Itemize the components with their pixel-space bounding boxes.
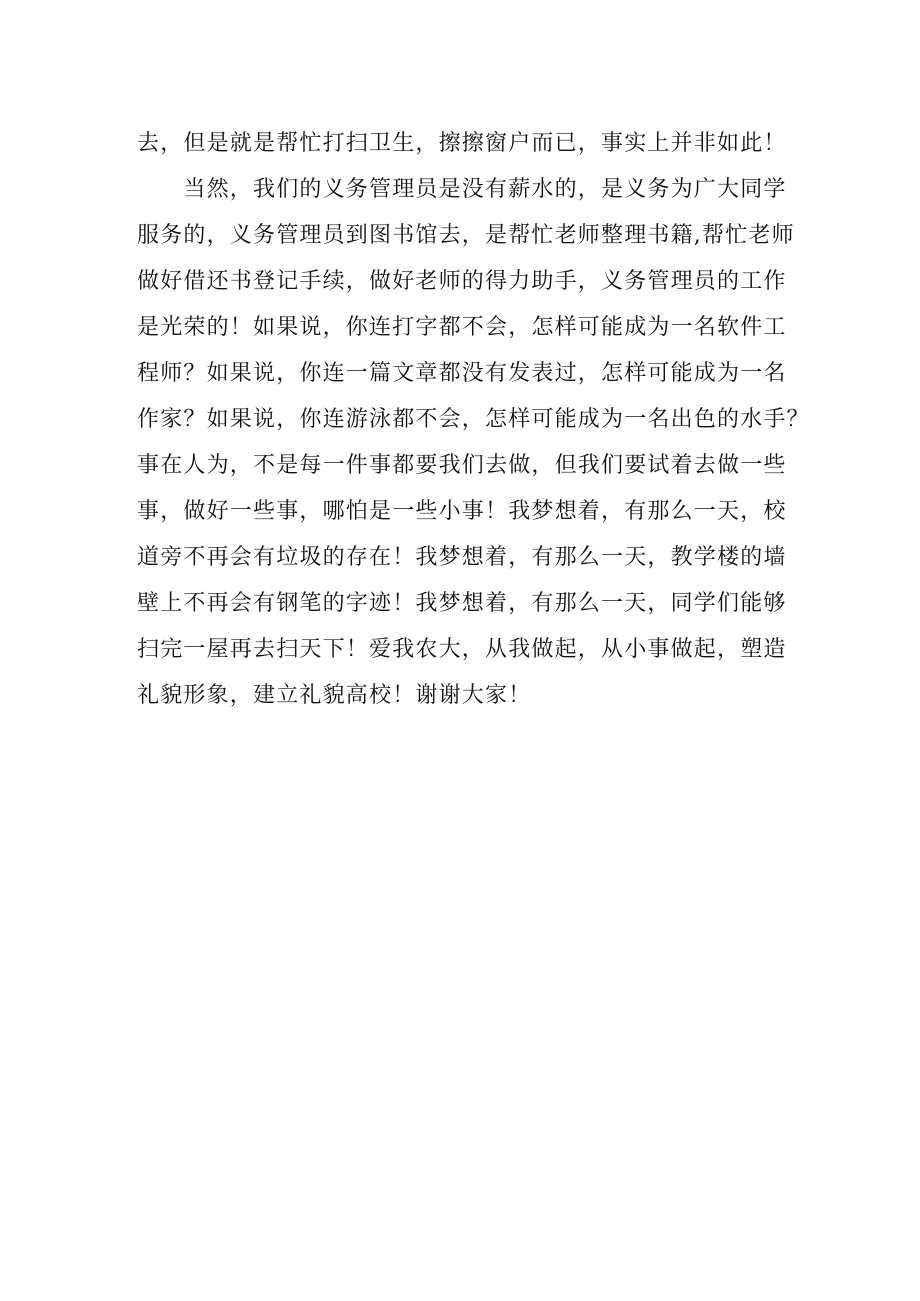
body-text bbox=[137, 121, 817, 719]
text-line: 去，但是就是帮忙打扫卫生，擦擦窗户而已，事实上并非如此！ bbox=[137, 131, 787, 156]
text-line: 服务的，义务管理员到图书馆去，是帮忙老师整理书籍,帮忙老师 bbox=[137, 223, 795, 248]
text-line: 壁上不再会有钢笔的字迹！我梦想着，有那么一天，同学们能够 bbox=[137, 591, 787, 616]
text-line: 事在人为，不是每一件事都要我们去做，但我们要试着去做一些 bbox=[137, 453, 787, 478]
text-line: 程师？如果说，你连一篇文章都没有发表过，怎样可能成为一名 bbox=[137, 361, 787, 386]
text-line: 道旁不再会有垃圾的存在！我梦想着，有那么一天，教学楼的墙 bbox=[137, 545, 787, 570]
text-line: 是光荣的！如果说，你连打字都不会，怎样可能成为一名软件工 bbox=[137, 315, 787, 340]
text-line: 礼貌形象，建立礼貌高校！谢谢大家！ bbox=[137, 683, 532, 708]
text-line: 扫完一屋再去扫天下！爱我农大，从我做起，从小事做起，塑造 bbox=[137, 637, 787, 662]
text-line: 作家？如果说，你连游泳都不会，怎样可能成为一名出色的水手？ bbox=[137, 407, 810, 432]
text-line: 做好借还书登记手续，做好老师的得力助手，义务管理员的工作 bbox=[137, 269, 787, 294]
text-line: 事，做好一些事，哪怕是一些小事！我梦想着，有那么一天，校 bbox=[137, 499, 787, 524]
text-line: 当然，我们的义务管理员是没有薪水的，是义务为广大同学 bbox=[137, 177, 787, 202]
